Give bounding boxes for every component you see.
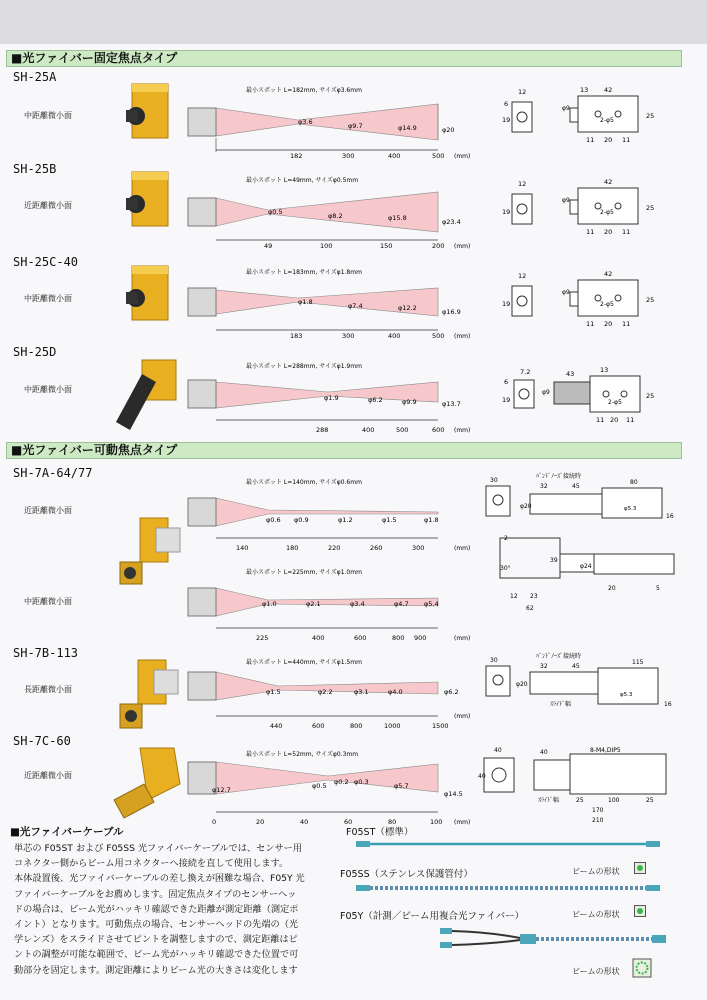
tick-2-sh-25a: 400 <box>388 152 401 160</box>
dim-phi9: φ9 <box>562 289 570 296</box>
dia-1-sh-7b-113: φ2.2 <box>318 688 333 696</box>
tick-1-sh-7c-60: 20 <box>256 818 265 826</box>
dim-20: 20 <box>604 320 613 328</box>
dia-4-sh-7a-near: φ1.8 <box>424 516 439 524</box>
dim-11b: 11 <box>622 136 631 144</box>
dim-80: 80 <box>630 479 638 486</box>
tick-3-sh-7a-mid: 800 <box>392 634 405 642</box>
dim-170: 170 <box>592 807 604 814</box>
dia-3-sh-7a-mid: φ4.7 <box>394 600 409 608</box>
dia-4-sh-7a-mid: φ5.4 <box>424 600 439 608</box>
dia-1-sh-7a-near: φ0.9 <box>294 516 309 524</box>
units-sh-25a: (mm) <box>454 153 471 160</box>
beam-shape-label-f05y-ring: ビームの形状 <box>572 967 620 976</box>
cable-f05ss-label: F05SS（ステンレス保護管付） <box>340 869 473 880</box>
dimension-drawing-sh-25b <box>500 176 670 242</box>
dia-0-sh-25d: φ1.9 <box>324 394 339 402</box>
dim-20: 20 <box>610 416 619 424</box>
model-sh-7b-113: SH-7B-113 <box>13 646 79 660</box>
dim-20: 20 <box>608 585 616 592</box>
dim-42: 42 <box>604 86 613 94</box>
beam-diagram-sh-25a <box>188 82 478 162</box>
dim-25: 25 <box>646 392 655 400</box>
product-photo-sh-7a <box>116 512 186 588</box>
model-sh-25a: SH-25A <box>13 70 57 84</box>
product-photo-sh-25d <box>112 356 182 436</box>
dim-8-m4: 8-M4,DIP5 <box>590 747 621 754</box>
section-cable-title: ■光ファイバーケーブル <box>10 826 124 838</box>
model-sh-7c-60: SH-7C-60 <box>13 734 71 748</box>
cable-description <box>14 841 334 978</box>
dim-20: 20 <box>604 136 613 144</box>
dim-11b: 11 <box>622 320 631 328</box>
units-sh-7a-near: (mm) <box>454 545 471 552</box>
dim-2phi5: 2-φ5 <box>600 117 614 124</box>
tick-2-sh-7a-near: 220 <box>328 544 341 552</box>
dia-0-sh-7c-60: φ12.7 <box>212 786 231 794</box>
dim-30: 30 <box>490 657 498 664</box>
tick-1-sh-25b: 100 <box>320 242 333 250</box>
tick-0-sh-25b: 49 <box>264 242 273 250</box>
cable-line-6: イント）となります。可動焦点の場合、センサーヘッドの先端の（光 <box>14 919 299 931</box>
cable-line-4: ファイバーケーブルをお薦めします。固定焦点タイプのセンサーヘッ <box>14 888 297 900</box>
cable-f05st-image <box>356 838 666 850</box>
dim-2: 2 <box>504 535 508 542</box>
dim-2phi5: 2-φ5 <box>600 301 614 308</box>
dia-0-sh-7a-near: φ0.6 <box>266 516 281 524</box>
dia-5-sh-7c-60: φ14.5 <box>444 790 463 798</box>
tick-3-sh-25b: 200 <box>432 242 445 250</box>
dim-12: 12 <box>510 593 518 600</box>
dim-25: 25 <box>646 296 655 304</box>
tick-0-sh-7a-near: 140 <box>236 544 249 552</box>
dim-11a: 11 <box>586 320 595 328</box>
dim-11a: 11 <box>596 416 605 424</box>
dim-20: 20 <box>604 228 613 236</box>
dim-11a: 11 <box>586 136 595 144</box>
tick-3-sh-25c-40: 500 <box>432 332 445 340</box>
beam-shape-icon-f05y <box>634 905 646 917</box>
beam-diagram-sh-7c-60 <box>188 748 478 828</box>
dim-phi5.3: φ5.3 <box>620 692 633 698</box>
beam-shape-label-f05y: ビームの形状 <box>572 910 620 919</box>
dia-2-sh-25c-40: φ12.2 <box>398 304 417 312</box>
dim-30: 30 <box>490 477 498 484</box>
model-sh-25b: SH-25B <box>13 162 57 176</box>
sub-sh-7c-60: 近距離微小面 <box>24 771 72 780</box>
spot-label-sh-25c-40: 最小スポット L=183mm, サイズφ1.8mm <box>246 269 362 276</box>
tick-3-sh-25a: 500 <box>432 152 445 160</box>
cable-line-3: 本体設置後、光ファイバーケーブルの差し換えが困難な場合、F05Y 光 <box>14 873 305 885</box>
dim-13: 13 <box>600 366 609 374</box>
units-sh-25c-40: (mm) <box>454 333 471 340</box>
tick-2-sh-7b-113: 800 <box>350 722 363 730</box>
tick-5-sh-7c-60: 100 <box>430 818 443 826</box>
tick-3-sh-7b-113: 1000 <box>384 722 401 730</box>
dimension-drawing-sh-25c-40 <box>500 268 670 334</box>
dim-6: 6 <box>504 100 509 108</box>
dia-3-sh-7b-113: φ4.0 <box>388 688 403 696</box>
sub-sh-7b-113: 長距離微小面 <box>24 685 72 694</box>
beam-dot-icon <box>637 865 643 871</box>
dia-0-sh-7a-mid: φ1.0 <box>262 600 277 608</box>
dim-45: 45 <box>572 483 580 490</box>
dim-25: 25 <box>646 204 655 212</box>
dim-12: 12 <box>518 180 527 188</box>
dia-1-sh-25d: φ6.2 <box>368 396 383 404</box>
dia-2-sh-7a-near: φ1.2 <box>338 516 353 524</box>
dim-5: 5 <box>656 585 660 592</box>
dim-43: 43 <box>566 370 575 378</box>
dia-1-sh-25a: φ9.7 <box>348 122 363 130</box>
dim-40a: 40 <box>494 747 502 754</box>
product-photo-sh-7b-113 <box>114 654 186 734</box>
tick-2-sh-25d: 500 <box>396 426 409 434</box>
dia-2-sh-7a-mid: φ3.4 <box>350 600 365 608</box>
spot-label-sh-7a-mid: 最小スポット L=225mm, サイズφ1.0mm <box>246 569 362 576</box>
dim-11a: 11 <box>586 228 595 236</box>
dim-slide-width: ｽﾗｲﾄﾞ幅 <box>538 797 560 804</box>
dia-1-sh-7c-60: φ0.5 <box>312 782 327 790</box>
tick-3-sh-7c-60: 60 <box>344 818 353 826</box>
units-sh-7b-113: (mm) <box>454 713 471 720</box>
cable-f05ss-image <box>356 882 666 894</box>
beam-diagram-sh-7b-113 <box>188 656 478 736</box>
spot-label-sh-25d: 最小スポット L=288mm, サイズφ1.9mm <box>246 363 362 370</box>
cable-line-5: ドの場合は、ビーム光がハッキリ確認できた距離が測定距離（測定ポ <box>14 903 299 915</box>
tick-1-sh-25c-40: 300 <box>342 332 355 340</box>
tick-3-sh-7a-near: 260 <box>370 544 383 552</box>
cable-f05y-image <box>440 922 670 956</box>
dimension-drawing-sh-7c-60 <box>480 744 680 824</box>
model-sh-7a: SH-7A-64/77 <box>13 466 93 480</box>
dim-40b: 40 <box>540 749 548 756</box>
dim-16: 16 <box>666 513 674 520</box>
sub-sh-25c-40: 中距離微小面 <box>24 294 72 303</box>
sub-sh-7a-near: 近距離微小面 <box>24 506 72 515</box>
dia-4-sh-7c-60: φ5.7 <box>394 782 409 790</box>
units-sh-25d: (mm) <box>454 427 471 434</box>
dia-2-sh-25d: φ9.9 <box>402 398 417 406</box>
beam-diagram-sh-25c-40 <box>188 264 478 344</box>
sub-sh-25d: 中距離微小面 <box>24 385 72 394</box>
beam-diagram-sh-25b <box>188 172 478 252</box>
dia-1-sh-25c-40: φ7.4 <box>348 302 363 310</box>
tick-2-sh-7c-60: 40 <box>300 818 309 826</box>
dia-0-sh-7b-113: φ1.5 <box>266 688 281 696</box>
tick-2-sh-7a-mid: 600 <box>354 634 367 642</box>
dia-3-sh-25b: φ23.4 <box>442 218 461 226</box>
tick-0-sh-7c-60: 0 <box>212 818 217 826</box>
spot-label-sh-7a-near: 最小スポット L=140mm, サイズφ0.6mm <box>246 479 362 486</box>
dia-1-sh-7a-mid: φ2.1 <box>306 600 321 608</box>
dim-25b: 25 <box>646 797 654 804</box>
dim-19: 19 <box>502 300 511 308</box>
beam-diagram-sh-7a-near <box>188 476 478 556</box>
dia-3-sh-7c-60: φ0.3 <box>354 778 369 786</box>
spot-label-sh-25a: 最小スポット L=182mm, サイズφ3.6mm <box>246 87 362 94</box>
cable-line-2: コネクター側からビーム用コネクターへ接続を直して使用します。 <box>14 858 289 870</box>
dimension-drawing-sh-25d <box>500 364 670 430</box>
dim-band-nose: ﾊﾞﾝﾄﾞﾉｰｽﾞ接続時 <box>536 473 582 480</box>
cable-line-8: ントの調整が可能な範囲で、ビーム光がハッキリ確認できた位置で可 <box>14 949 299 961</box>
dia-3-sh-25a: φ20 <box>442 126 455 134</box>
dim-32: 32 <box>540 483 548 490</box>
dimension-drawing-sh-7b-113 <box>480 650 680 730</box>
dim-19: 19 <box>502 208 511 216</box>
dim-42: 42 <box>604 178 613 186</box>
dim-32: 32 <box>540 663 548 670</box>
product-photo-sh-7c-60 <box>104 744 186 820</box>
dia-2-sh-25a: φ14.9 <box>398 124 417 132</box>
cable-f05y-label: F05Y（計測／ビーム用複合光ファイバー） <box>340 911 525 922</box>
tick-4-sh-7b-113: 1500 <box>432 722 449 730</box>
dim-42: 42 <box>604 270 613 278</box>
tick-2-sh-25c-40: 400 <box>388 332 401 340</box>
tick-3-sh-25d: 600 <box>432 426 445 434</box>
dim-11b: 11 <box>626 416 635 424</box>
tick-2-sh-25b: 150 <box>380 242 393 250</box>
dim-25: 25 <box>646 112 655 120</box>
tick-1-sh-25d: 400 <box>362 426 375 434</box>
dim-39: 39 <box>550 557 558 564</box>
cable-f05st-label: F05ST（標準） <box>346 827 414 838</box>
dim-19: 19 <box>502 396 511 404</box>
beam-shape-label-f05ss: ビームの形状 <box>572 867 620 876</box>
cable-line-1: 単芯の F05ST および F05SS 光ファイバーケーブルでは、センサー用 <box>14 843 303 854</box>
dim-phi9: φ9 <box>562 197 570 204</box>
section-variable-focus: ■光ファイバー可動焦点タイプ <box>6 442 682 459</box>
dim-phi5.3: φ5.3 <box>624 506 637 512</box>
tick-0-sh-25c-40: 183 <box>290 332 303 340</box>
dim-phi9: φ9 <box>562 105 570 112</box>
sub-sh-7a-mid: 中距離微小面 <box>24 597 72 606</box>
model-sh-25d: SH-25D <box>13 345 57 359</box>
tick-1-sh-25a: 300 <box>342 152 355 160</box>
units-sh-7a-mid: (mm) <box>454 635 471 642</box>
dim-11b: 11 <box>622 228 631 236</box>
dia-4-sh-7b-113: φ6.2 <box>444 688 459 696</box>
product-photo-sh-25a <box>122 80 178 144</box>
top-band <box>0 0 707 44</box>
spot-label-sh-25b: 最小スポット L=49mm, サイズφ0.5mm <box>246 177 359 184</box>
beam-ring-icon <box>632 958 652 978</box>
dim-45: 45 <box>572 663 580 670</box>
dim-19: 19 <box>502 116 511 124</box>
dim-phi9: φ9 <box>542 389 550 396</box>
dim-115: 115 <box>632 659 644 666</box>
dim-23: 23 <box>530 593 538 600</box>
model-sh-25c-40: SH-25C-40 <box>13 255 79 269</box>
dia-0-sh-25c-40: φ1.8 <box>298 298 313 306</box>
dia-1-sh-25b: φ8.2 <box>328 212 343 220</box>
tick-0-sh-25d: 288 <box>316 426 329 434</box>
spot-label-sh-7c-60: 最小スポット L=52mm, サイズφ0.3mm <box>246 751 359 758</box>
dim-62: 62 <box>526 605 534 612</box>
tick-1-sh-7a-mid: 400 <box>312 634 325 642</box>
dim-7.2: 7.2 <box>520 368 531 376</box>
dimension-drawing-sh-25a <box>500 84 670 150</box>
dim-2phi5: 2-φ5 <box>600 209 614 216</box>
tick-0-sh-7a-mid: 225 <box>256 634 269 642</box>
cable-line-7: 学レンズ）をスライドさせてピントを調整しますので、測定距離はピ <box>14 934 298 946</box>
tick-4-sh-7c-60: 80 <box>388 818 397 826</box>
dim-30deg: 30° <box>500 565 511 572</box>
dim-100: 100 <box>608 797 620 804</box>
dim-12: 12 <box>518 88 527 96</box>
product-photo-sh-25c-40 <box>122 262 178 326</box>
dim-slide-width: ｽﾗｲﾄﾞ幅 <box>550 701 572 708</box>
dim-210: 210 <box>592 817 604 824</box>
dim-12: 12 <box>518 272 527 280</box>
units-sh-25b: (mm) <box>454 243 471 250</box>
dim-band-nose: ﾊﾞﾝﾄﾞﾉｰｽﾞ接続時 <box>536 653 582 660</box>
tick-1-sh-7a-near: 180 <box>286 544 299 552</box>
dim-phi24: φ24 <box>580 563 592 570</box>
sub-sh-25a: 中距離微小面 <box>24 111 72 120</box>
dim-phi20: φ20 <box>520 503 532 510</box>
dia-0-sh-25a: φ3.6 <box>298 118 313 126</box>
dia-0-sh-25b: φ0.5 <box>268 208 283 216</box>
dimension-drawing-sh-7a <box>480 470 680 630</box>
tick-4-sh-7a-mid: 900 <box>414 634 427 642</box>
dia-3-sh-25c-40: φ16.9 <box>442 308 461 316</box>
beam-dot-icon <box>637 908 643 914</box>
dia-2-sh-7c-60: φ0.2 <box>334 778 349 786</box>
tick-0-sh-25a: 182 <box>290 152 303 160</box>
dia-3-sh-7a-near: φ1.5 <box>382 516 397 524</box>
beam-diagram-sh-7a-mid <box>188 566 478 646</box>
dim-6: 6 <box>504 378 509 386</box>
section-fixed-focus: ■光ファイバー固定焦点タイプ <box>6 50 682 67</box>
dim-2phi5: 2-φ5 <box>608 399 622 406</box>
beam-diagram-sh-25d <box>188 360 478 440</box>
product-photo-sh-25b <box>122 168 178 232</box>
dim-phi20: φ20 <box>516 681 528 688</box>
dim-13: 13 <box>580 86 589 94</box>
dim-40c: 40 <box>478 773 486 780</box>
tick-0-sh-7b-113: 440 <box>270 722 283 730</box>
tick-1-sh-7b-113: 600 <box>312 722 325 730</box>
beam-shape-icon-f05ss <box>634 862 646 874</box>
dim-16: 16 <box>664 701 672 708</box>
spot-label-sh-7b-113: 最小スポット L=440mm, サイズφ1.5mm <box>246 659 362 666</box>
cable-line-9: 動部分を固定します。測定距離によりビーム光の大きさは変化します <box>14 964 298 976</box>
units-sh-7c-60: (mm) <box>454 819 471 826</box>
dia-3-sh-25d: φ13.7 <box>442 400 461 408</box>
tick-4-sh-7a-near: 300 <box>412 544 425 552</box>
dia-2-sh-25b: φ15.8 <box>388 214 407 222</box>
sub-sh-25b: 近距離微小面 <box>24 201 72 210</box>
dim-25a: 25 <box>576 797 584 804</box>
dia-2-sh-7b-113: φ3.1 <box>354 688 369 696</box>
